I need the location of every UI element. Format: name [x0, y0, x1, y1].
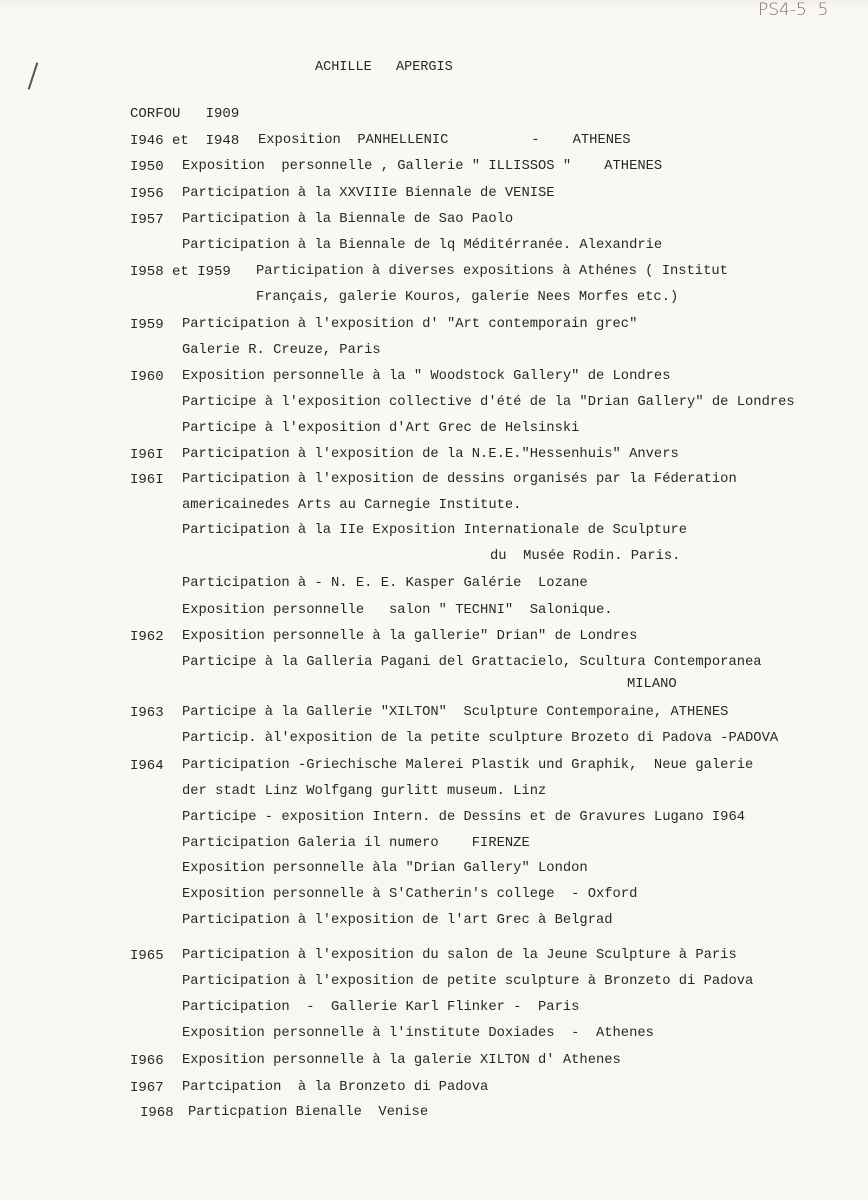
entry-text: du Musée Rodin. Paris.	[490, 549, 681, 564]
entry-text: Participe à l'exposition d'Art Grec de Helsinski	[182, 421, 580, 436]
entry-year: I96I	[130, 447, 164, 463]
entry-text: Participe - exposition Intern. de Dessins et de Gravures Lugano I964	[182, 810, 746, 825]
entry-text: Particip. àl'exposition de la petite sculpture Brozeto di Padova -PADOVA	[182, 731, 779, 746]
entry-text: Exposition personnelle à la galerie XILTON d' Athenes	[182, 1053, 621, 1068]
entry-year: I956	[130, 186, 164, 202]
entry-year: I96I	[130, 472, 164, 488]
handwritten-reference: PS4-5 5	[758, 0, 829, 20]
entry-text: Participation à la IIe Exposition Internationale de Sculpture	[182, 523, 688, 538]
entry-text: Exposition personnelle à la " Woodstock Gallery" de Londres	[182, 369, 671, 384]
entry-text: Participation - Gallerie Karl Flinker - Paris	[182, 1000, 580, 1015]
entry-text: Français, galerie Kouros, galerie Nees Morfes etc.)	[256, 290, 679, 305]
entry-text: der stadt Linz Wolfgang gurlitt museum. Linz	[182, 784, 547, 799]
pencil-mark	[28, 62, 39, 89]
entry-text: Exposition personnelle à la gallerie" Drian" de Londres	[182, 629, 638, 644]
entry-text: Participe à l'exposition collective d'été de la "Drian Gallery" de Londres	[182, 395, 795, 410]
document-title: ACHILLE APERGIS	[315, 60, 453, 75]
entry-year: I967	[130, 1080, 164, 1096]
entry-year: I966	[130, 1053, 164, 1069]
entry-year: CORFOU I909	[130, 106, 240, 122]
entry-text: Participation à l'exposition d' "Art contemporain grec"	[182, 317, 638, 332]
entry-text: Exposition personnelle , Gallerie " ILLISSOS " ATHENES	[182, 159, 663, 174]
entry-year: I968	[140, 1105, 174, 1121]
entry-text: Participation à l'exposition de l'art Grec à Belgrad	[182, 913, 613, 928]
entry-year: I962	[130, 629, 164, 645]
entry-text: Participation -Griechische Malerei Plastik und Graphik, Neue galerie	[182, 758, 754, 773]
entry-text: Exposition PANHELLENIC - ATHENES	[258, 133, 631, 148]
entry-text: Partcipation à la Bronzeto di Padova	[182, 1080, 489, 1095]
entry-text: Participation à - N. E. E. Kasper Galérie Lozane	[182, 576, 588, 591]
entry-year: I958 et I959	[130, 264, 231, 280]
entry-year: I964	[130, 758, 164, 774]
entry-text: Participation à l'exposition de la N.E.E."Hessenhuis" Anvers	[182, 447, 679, 462]
entry-year: I959	[130, 317, 164, 333]
entry-text: Participation à diverses expositions à Athénes ( Institut	[256, 264, 728, 279]
entry-text: MILANO	[627, 677, 677, 692]
entry-text: Exposition personnelle à l'institute Doxiades - Athenes	[182, 1026, 654, 1041]
entry-text: Particpation Bienalle Venise	[188, 1105, 429, 1120]
entry-text: Participe à la Gallerie "XILTON" Sculpture Contemporaine, ATHENES	[182, 705, 729, 720]
entry-text: Exposition personnelle salon " TECHNI" Salonique.	[182, 603, 613, 618]
entry-text: Participation à l'exposition de dessins organisés par la Féderation	[182, 472, 737, 487]
entry-text: Exposition personnelle à S'Catherin's college - Oxford	[182, 887, 638, 902]
entry-text: Participation Galeria il numero FIRENZE	[182, 836, 530, 851]
entry-year: I957	[130, 212, 164, 228]
entry-text: Participation à la Biennale de lq Méditérranée. Alexandrie	[182, 238, 663, 253]
entry-year: I950	[130, 159, 164, 175]
entry-text: Participation à l'exposition du salon de la Jeune Sculpture à Paris	[182, 948, 737, 963]
entry-year: I965	[130, 948, 164, 964]
entry-text: americainedes Arts au Carnegie Institute.	[182, 498, 522, 513]
entry-year: I963	[130, 705, 164, 721]
entry-year: I960	[130, 369, 164, 385]
entry-text: Participation à la XXVIIIe Biennale de VENISE	[182, 186, 555, 201]
entry-year: I946 et I948	[130, 133, 240, 149]
entry-text: Participation à la Biennale de Sao Paolo	[182, 212, 514, 227]
entry-text: Exposition personnelle àla "Drian Gallery" London	[182, 861, 588, 876]
entry-text: Participation à l'exposition de petite sculpture à Bronzeto di Padova	[182, 974, 754, 989]
entry-text: Participe à la Galleria Pagani del Grattacielo, Scultura Contemporanea	[182, 655, 762, 670]
entry-text: Galerie R. Creuze, Paris	[182, 343, 381, 358]
